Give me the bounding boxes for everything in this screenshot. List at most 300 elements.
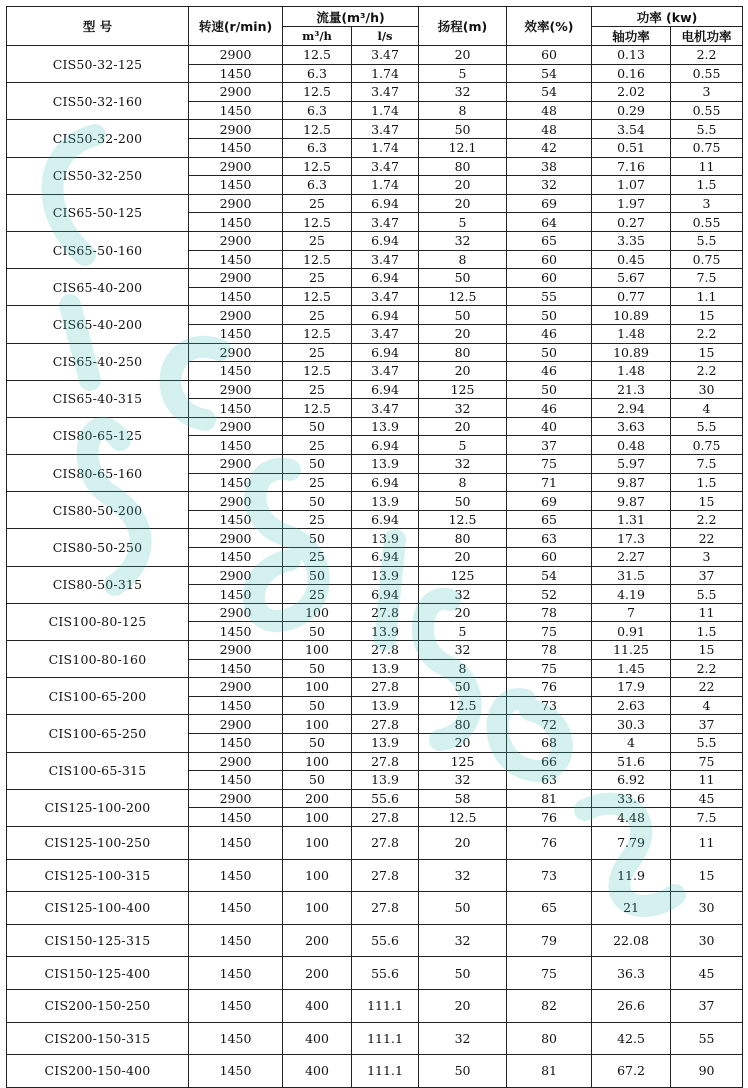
flow-m3h-cell: 50 xyxy=(283,455,352,474)
motor-power-cell: 45 xyxy=(671,789,743,808)
flow-ls-cell: 13.9 xyxy=(352,455,419,474)
table-row xyxy=(7,789,743,808)
flow-m3h-cell: 6.3 xyxy=(283,176,352,195)
flow-ls-cell: 6.94 xyxy=(352,306,419,325)
motor-power-cell: 22 xyxy=(671,678,743,697)
speed-cell: 2900 xyxy=(189,678,283,697)
speed-cell: 2900 xyxy=(189,343,283,362)
flow-ls-cell: 13.9 xyxy=(352,733,419,752)
table-row xyxy=(7,603,743,622)
flow-ls-cell: 6.94 xyxy=(352,585,419,604)
head-cell: 50 xyxy=(419,957,507,990)
flow-m3h-cell: 50 xyxy=(283,771,352,790)
efficiency-cell: 46 xyxy=(507,362,592,381)
motor-power-cell: 0.55 xyxy=(671,213,743,232)
table-row xyxy=(7,715,743,734)
header-head: 扬程(m) xyxy=(419,7,507,46)
flow-ls-cell: 13.9 xyxy=(352,417,419,436)
speed-cell: 1450 xyxy=(189,101,283,120)
model-name-cell: CIS100-65-250 xyxy=(7,715,189,752)
flow-ls-cell: 6.94 xyxy=(352,436,419,455)
head-cell: 12.5 xyxy=(419,696,507,715)
shaft-power-cell: 1.31 xyxy=(592,510,671,529)
efficiency-cell: 50 xyxy=(507,380,592,399)
flow-ls-cell: 27.8 xyxy=(352,859,419,892)
motor-power-cell: 75 xyxy=(671,752,743,771)
speed-cell: 1450 xyxy=(189,510,283,529)
table-row xyxy=(7,380,743,399)
efficiency-cell: 63 xyxy=(507,771,592,790)
model-name-cell: CIS80-50-200 xyxy=(7,492,189,529)
speed-cell: 1450 xyxy=(189,585,283,604)
head-cell: 5 xyxy=(419,213,507,232)
shaft-power-cell: 0.51 xyxy=(592,138,671,157)
header-motor-power: 电机功率 xyxy=(671,27,743,46)
table-row xyxy=(7,455,743,474)
motor-power-cell: 0.75 xyxy=(671,436,743,455)
flow-ls-cell: 27.8 xyxy=(352,641,419,660)
flow-ls-cell: 3.47 xyxy=(352,213,419,232)
shaft-power-cell: 11.9 xyxy=(592,859,671,892)
efficiency-cell: 78 xyxy=(507,603,592,622)
head-cell: 32 xyxy=(419,924,507,957)
flow-m3h-cell: 100 xyxy=(283,715,352,734)
flow-ls-cell: 3.47 xyxy=(352,250,419,269)
efficiency-cell: 73 xyxy=(507,859,592,892)
shaft-power-cell: 17.9 xyxy=(592,678,671,697)
motor-power-cell: 15 xyxy=(671,859,743,892)
model-name-cell: CIS125-100-250 xyxy=(7,826,189,859)
flow-m3h-cell: 25 xyxy=(283,585,352,604)
head-cell: 12.5 xyxy=(419,808,507,827)
table-row xyxy=(7,231,743,250)
table-row xyxy=(7,194,743,213)
flow-m3h-cell: 50 xyxy=(283,417,352,436)
efficiency-cell: 46 xyxy=(507,399,592,418)
model-name-cell: CIS50-32-160 xyxy=(7,83,189,120)
shaft-power-cell: 9.87 xyxy=(592,473,671,492)
head-cell: 32 xyxy=(419,83,507,102)
speed-cell: 2900 xyxy=(189,231,283,250)
table-row xyxy=(7,892,743,925)
efficiency-cell: 60 xyxy=(507,46,592,65)
flow-ls-cell: 13.9 xyxy=(352,659,419,678)
shaft-power-cell: 10.89 xyxy=(592,343,671,362)
model-name-cell: CIS65-40-200 xyxy=(7,269,189,306)
speed-cell: 2900 xyxy=(189,789,283,808)
flow-ls-cell: 111.1 xyxy=(352,989,419,1022)
flow-ls-cell: 13.9 xyxy=(352,529,419,548)
flow-ls-cell: 13.9 xyxy=(352,492,419,511)
efficiency-cell: 69 xyxy=(507,492,592,511)
efficiency-cell: 73 xyxy=(507,696,592,715)
motor-power-cell: 11 xyxy=(671,603,743,622)
table-row xyxy=(7,417,743,436)
model-name-cell: CIS50-32-200 xyxy=(7,120,189,157)
shaft-power-cell: 7 xyxy=(592,603,671,622)
speed-cell: 1450 xyxy=(189,892,283,925)
motor-power-cell: 55 xyxy=(671,1022,743,1055)
pump-spec-sheet xyxy=(6,6,742,1088)
head-cell: 20 xyxy=(419,176,507,195)
head-cell: 32 xyxy=(419,455,507,474)
efficiency-cell: 54 xyxy=(507,566,592,585)
flow-m3h-cell: 100 xyxy=(283,752,352,771)
head-cell: 20 xyxy=(419,417,507,436)
efficiency-cell: 76 xyxy=(507,826,592,859)
shaft-power-cell: 4.48 xyxy=(592,808,671,827)
head-cell: 20 xyxy=(419,603,507,622)
speed-cell: 1450 xyxy=(189,548,283,567)
shaft-power-cell: 7.16 xyxy=(592,157,671,176)
header-efficiency: 效率(%) xyxy=(507,7,592,46)
head-cell: 8 xyxy=(419,473,507,492)
flow-m3h-cell: 25 xyxy=(283,380,352,399)
motor-power-cell: 90 xyxy=(671,1055,743,1088)
flow-ls-cell: 111.1 xyxy=(352,1055,419,1088)
shaft-power-cell: 3.54 xyxy=(592,120,671,139)
shaft-power-cell: 0.91 xyxy=(592,622,671,641)
motor-power-cell: 1.5 xyxy=(671,622,743,641)
shaft-power-cell: 6.92 xyxy=(592,771,671,790)
head-cell: 50 xyxy=(419,678,507,697)
model-name-cell: CIS125-100-200 xyxy=(7,789,189,826)
motor-power-cell: 15 xyxy=(671,492,743,511)
model-name-cell: CIS200-150-250 xyxy=(7,989,189,1022)
model-name-cell: CIS80-65-160 xyxy=(7,455,189,492)
table-row xyxy=(7,306,743,325)
shaft-power-cell: 17.3 xyxy=(592,529,671,548)
flow-ls-cell: 13.9 xyxy=(352,566,419,585)
flow-ls-cell: 6.94 xyxy=(352,380,419,399)
model-name-cell: CIS50-32-125 xyxy=(7,46,189,83)
speed-cell: 1450 xyxy=(189,808,283,827)
efficiency-cell: 65 xyxy=(507,231,592,250)
model-name-cell: CIS65-40-250 xyxy=(7,343,189,380)
shaft-power-cell: 51.6 xyxy=(592,752,671,771)
speed-cell: 1450 xyxy=(189,771,283,790)
efficiency-cell: 81 xyxy=(507,1055,592,1088)
model-name-cell: CIS150-125-315 xyxy=(7,924,189,957)
motor-power-cell: 3 xyxy=(671,83,743,102)
efficiency-cell: 54 xyxy=(507,64,592,83)
flow-ls-cell: 27.8 xyxy=(352,715,419,734)
efficiency-cell: 42 xyxy=(507,138,592,157)
efficiency-cell: 65 xyxy=(507,510,592,529)
shaft-power-cell: 1.07 xyxy=(592,176,671,195)
efficiency-cell: 75 xyxy=(507,957,592,990)
efficiency-cell: 48 xyxy=(507,101,592,120)
shaft-power-cell: 33.6 xyxy=(592,789,671,808)
efficiency-cell: 55 xyxy=(507,287,592,306)
efficiency-cell: 32 xyxy=(507,176,592,195)
speed-cell: 1450 xyxy=(189,989,283,1022)
motor-power-cell: 7.5 xyxy=(671,808,743,827)
head-cell: 20 xyxy=(419,548,507,567)
flow-m3h-cell: 25 xyxy=(283,231,352,250)
shaft-power-cell: 31.5 xyxy=(592,566,671,585)
flow-ls-cell: 13.9 xyxy=(352,622,419,641)
shaft-power-cell: 1.48 xyxy=(592,324,671,343)
flow-m3h-cell: 200 xyxy=(283,789,352,808)
table-row xyxy=(7,752,743,771)
table-row xyxy=(7,529,743,548)
flow-m3h-cell: 400 xyxy=(283,1055,352,1088)
flow-m3h-cell: 12.5 xyxy=(283,120,352,139)
motor-power-cell: 2.2 xyxy=(671,362,743,381)
flow-m3h-cell: 12.5 xyxy=(283,399,352,418)
head-cell: 50 xyxy=(419,1055,507,1088)
motor-power-cell: 15 xyxy=(671,641,743,660)
flow-ls-cell: 3.47 xyxy=(352,157,419,176)
model-name-cell: CIS100-80-160 xyxy=(7,641,189,678)
flow-m3h-cell: 50 xyxy=(283,529,352,548)
speed-cell: 2900 xyxy=(189,306,283,325)
model-name-cell: CIS200-150-315 xyxy=(7,1022,189,1055)
flow-m3h-cell: 12.5 xyxy=(283,362,352,381)
efficiency-cell: 52 xyxy=(507,585,592,604)
flow-ls-cell: 3.47 xyxy=(352,83,419,102)
flow-ls-cell: 55.6 xyxy=(352,924,419,957)
head-cell: 50 xyxy=(419,269,507,288)
efficiency-cell: 50 xyxy=(507,343,592,362)
shaft-power-cell: 22.08 xyxy=(592,924,671,957)
head-cell: 80 xyxy=(419,343,507,362)
table-row xyxy=(7,957,743,990)
efficiency-cell: 76 xyxy=(507,678,592,697)
flow-m3h-cell: 400 xyxy=(283,989,352,1022)
table-row xyxy=(7,641,743,660)
flow-ls-cell: 3.47 xyxy=(352,46,419,65)
flow-m3h-cell: 12.5 xyxy=(283,250,352,269)
head-cell: 5 xyxy=(419,64,507,83)
table-row xyxy=(7,859,743,892)
head-cell: 20 xyxy=(419,826,507,859)
motor-power-cell: 2.2 xyxy=(671,324,743,343)
speed-cell: 2900 xyxy=(189,752,283,771)
motor-power-cell: 15 xyxy=(671,343,743,362)
head-cell: 32 xyxy=(419,399,507,418)
table-row xyxy=(7,120,743,139)
flow-m3h-cell: 25 xyxy=(283,343,352,362)
shaft-power-cell: 0.77 xyxy=(592,287,671,306)
table-row xyxy=(7,1022,743,1055)
efficiency-cell: 50 xyxy=(507,306,592,325)
head-cell: 20 xyxy=(419,194,507,213)
speed-cell: 2900 xyxy=(189,529,283,548)
head-cell: 5 xyxy=(419,622,507,641)
head-cell: 125 xyxy=(419,566,507,585)
shaft-power-cell: 0.45 xyxy=(592,250,671,269)
motor-power-cell: 30 xyxy=(671,924,743,957)
shaft-power-cell: 2.94 xyxy=(592,399,671,418)
motor-power-cell: 11 xyxy=(671,771,743,790)
motor-power-cell: 37 xyxy=(671,989,743,1022)
efficiency-cell: 46 xyxy=(507,324,592,343)
flow-ls-cell: 27.8 xyxy=(352,826,419,859)
motor-power-cell: 30 xyxy=(671,380,743,399)
head-cell: 50 xyxy=(419,306,507,325)
head-cell: 80 xyxy=(419,715,507,734)
flow-ls-cell: 27.8 xyxy=(352,678,419,697)
shaft-power-cell: 2.02 xyxy=(592,83,671,102)
head-cell: 80 xyxy=(419,529,507,548)
flow-m3h-cell: 100 xyxy=(283,808,352,827)
shaft-power-cell: 21 xyxy=(592,892,671,925)
motor-power-cell: 0.55 xyxy=(671,64,743,83)
head-cell: 20 xyxy=(419,46,507,65)
flow-ls-cell: 6.94 xyxy=(352,510,419,529)
motor-power-cell: 5.5 xyxy=(671,733,743,752)
shaft-power-cell: 1.45 xyxy=(592,659,671,678)
flow-m3h-cell: 400 xyxy=(283,1022,352,1055)
model-name-cell: CIS100-65-200 xyxy=(7,678,189,715)
flow-m3h-cell: 100 xyxy=(283,826,352,859)
efficiency-cell: 65 xyxy=(507,892,592,925)
header-flow-ls: l/s xyxy=(352,27,419,46)
head-cell: 50 xyxy=(419,120,507,139)
motor-power-cell: 1.1 xyxy=(671,287,743,306)
table-row xyxy=(7,492,743,511)
motor-power-cell: 4 xyxy=(671,696,743,715)
flow-ls-cell: 6.94 xyxy=(352,269,419,288)
efficiency-cell: 80 xyxy=(507,1022,592,1055)
efficiency-cell: 60 xyxy=(507,269,592,288)
speed-cell: 1450 xyxy=(189,957,283,990)
model-name-cell: CIS50-32-250 xyxy=(7,157,189,194)
efficiency-cell: 60 xyxy=(507,250,592,269)
efficiency-cell: 72 xyxy=(507,715,592,734)
flow-m3h-cell: 100 xyxy=(283,603,352,622)
speed-cell: 1450 xyxy=(189,436,283,455)
shaft-power-cell: 42.5 xyxy=(592,1022,671,1055)
flow-m3h-cell: 200 xyxy=(283,957,352,990)
head-cell: 20 xyxy=(419,989,507,1022)
shaft-power-cell: 30.3 xyxy=(592,715,671,734)
table-header xyxy=(7,7,743,46)
flow-m3h-cell: 12.5 xyxy=(283,213,352,232)
efficiency-cell: 75 xyxy=(507,622,592,641)
motor-power-cell: 37 xyxy=(671,715,743,734)
flow-ls-cell: 55.6 xyxy=(352,789,419,808)
speed-cell: 2900 xyxy=(189,455,283,474)
shaft-power-cell: 4 xyxy=(592,733,671,752)
flow-ls-cell: 1.74 xyxy=(352,101,419,120)
model-name-cell: CIS125-100-315 xyxy=(7,859,189,892)
shaft-power-cell: 2.63 xyxy=(592,696,671,715)
model-name-cell: CIS150-125-400 xyxy=(7,957,189,990)
speed-cell: 1450 xyxy=(189,1022,283,1055)
flow-ls-cell: 3.47 xyxy=(352,287,419,306)
flow-m3h-cell: 100 xyxy=(283,892,352,925)
speed-cell: 1450 xyxy=(189,696,283,715)
speed-cell: 1450 xyxy=(189,287,283,306)
flow-ls-cell: 13.9 xyxy=(352,696,419,715)
flow-m3h-cell: 25 xyxy=(283,510,352,529)
table-row xyxy=(7,989,743,1022)
head-cell: 8 xyxy=(419,250,507,269)
header-flow: 流量(m³/h) xyxy=(283,7,419,27)
efficiency-cell: 66 xyxy=(507,752,592,771)
shaft-power-cell: 1.97 xyxy=(592,194,671,213)
speed-cell: 1450 xyxy=(189,622,283,641)
model-name-cell: CIS125-100-400 xyxy=(7,892,189,925)
shaft-power-cell: 0.29 xyxy=(592,101,671,120)
efficiency-cell: 63 xyxy=(507,529,592,548)
model-name-cell: CIS65-40-200 xyxy=(7,306,189,343)
flow-ls-cell: 3.47 xyxy=(352,362,419,381)
shaft-power-cell: 10.89 xyxy=(592,306,671,325)
speed-cell: 2900 xyxy=(189,566,283,585)
header-flow-m3h: m³/h xyxy=(283,27,352,46)
flow-m3h-cell: 25 xyxy=(283,194,352,213)
flow-m3h-cell: 12.5 xyxy=(283,287,352,306)
flow-ls-cell: 111.1 xyxy=(352,1022,419,1055)
model-name-cell: CIS100-80-125 xyxy=(7,603,189,640)
flow-ls-cell: 27.8 xyxy=(352,752,419,771)
flow-ls-cell: 3.47 xyxy=(352,399,419,418)
flow-m3h-cell: 50 xyxy=(283,696,352,715)
motor-power-cell: 3 xyxy=(671,548,743,567)
speed-cell: 1450 xyxy=(189,250,283,269)
motor-power-cell: 7.5 xyxy=(671,455,743,474)
flow-m3h-cell: 50 xyxy=(283,566,352,585)
efficiency-cell: 78 xyxy=(507,641,592,660)
shaft-power-cell: 0.48 xyxy=(592,436,671,455)
shaft-power-cell: 36.3 xyxy=(592,957,671,990)
model-name-cell: CIS65-40-315 xyxy=(7,380,189,417)
flow-m3h-cell: 6.3 xyxy=(283,101,352,120)
flow-m3h-cell: 12.5 xyxy=(283,83,352,102)
speed-cell: 2900 xyxy=(189,194,283,213)
head-cell: 8 xyxy=(419,659,507,678)
head-cell: 12.5 xyxy=(419,510,507,529)
header-shaft-power: 轴功率 xyxy=(592,27,671,46)
head-cell: 8 xyxy=(419,101,507,120)
motor-power-cell: 11 xyxy=(671,157,743,176)
flow-ls-cell: 1.74 xyxy=(352,138,419,157)
speed-cell: 1450 xyxy=(189,324,283,343)
flow-m3h-cell: 25 xyxy=(283,473,352,492)
speed-cell: 2900 xyxy=(189,603,283,622)
flow-m3h-cell: 50 xyxy=(283,659,352,678)
flow-m3h-cell: 25 xyxy=(283,306,352,325)
head-cell: 20 xyxy=(419,324,507,343)
flow-m3h-cell: 12.5 xyxy=(283,46,352,65)
motor-power-cell: 3 xyxy=(671,194,743,213)
speed-cell: 1450 xyxy=(189,399,283,418)
shaft-power-cell: 0.13 xyxy=(592,46,671,65)
motor-power-cell: 1.5 xyxy=(671,176,743,195)
motor-power-cell: 0.75 xyxy=(671,250,743,269)
flow-ls-cell: 6.94 xyxy=(352,343,419,362)
speed-cell: 1450 xyxy=(189,826,283,859)
motor-power-cell: 2.2 xyxy=(671,659,743,678)
speed-cell: 1450 xyxy=(189,213,283,232)
flow-ls-cell: 55.6 xyxy=(352,957,419,990)
head-cell: 32 xyxy=(419,1022,507,1055)
shaft-power-cell: 67.2 xyxy=(592,1055,671,1088)
head-cell: 32 xyxy=(419,771,507,790)
motor-power-cell: 0.75 xyxy=(671,138,743,157)
head-cell: 5 xyxy=(419,436,507,455)
speed-cell: 1450 xyxy=(189,176,283,195)
shaft-power-cell: 0.27 xyxy=(592,213,671,232)
flow-m3h-cell: 100 xyxy=(283,641,352,660)
flow-m3h-cell: 25 xyxy=(283,269,352,288)
efficiency-cell: 75 xyxy=(507,455,592,474)
flow-m3h-cell: 100 xyxy=(283,859,352,892)
